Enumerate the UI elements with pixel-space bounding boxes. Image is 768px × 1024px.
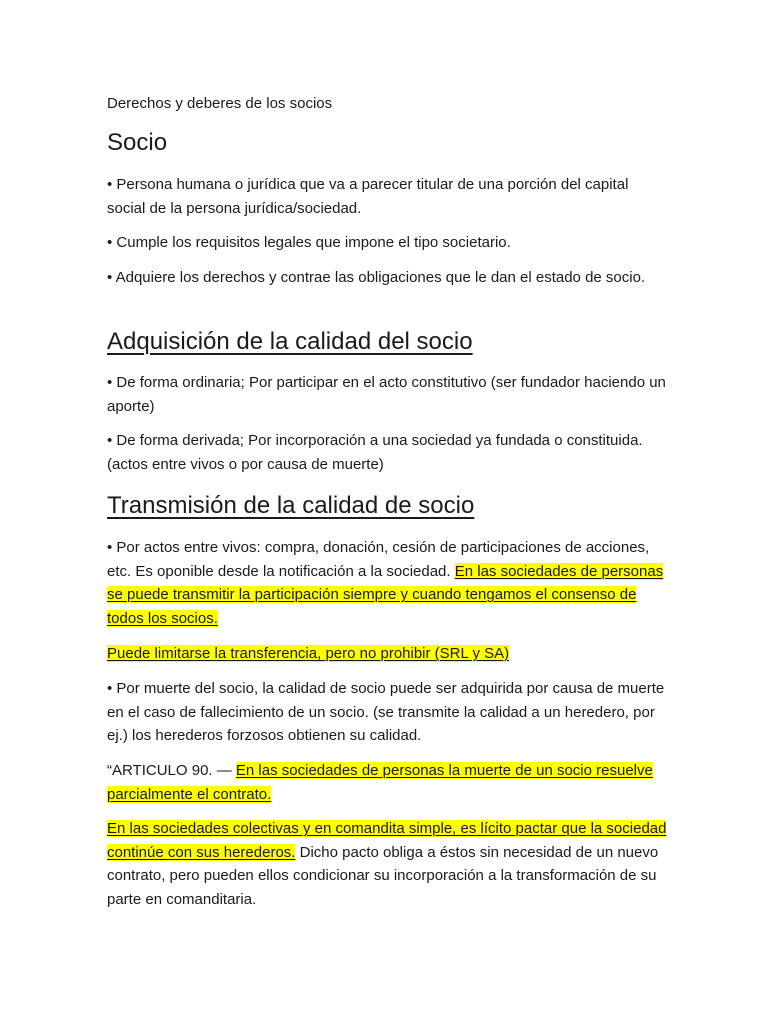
transferencia-limit [107, 642, 667, 666]
articulo-90-continuation-text: Dicho pacto obliga a éstos sin necesidad de un nuevo contrato, pero pueden ellos condicionar su incorporación a la transformación de su parte en comanditaria. [107, 843, 659, 908]
heading-socio: Socio [107, 129, 168, 156]
socio-bullet-1: • Persona humana o jurídica que va a parecer titular de una porción del capital social de la persona jurídica/sociedad. [107, 176, 629, 217]
articulo-90-highlight: En las sociedades de personas la muerte de un socio resuelve parcialmente el contrato. [107, 762, 653, 803]
heading-transmision: Transmisión de la calidad de socio [107, 492, 475, 519]
transmision-bullet-1-highlight: En las sociedades de personas se puede transmitir la participación siempre y cuando tengamos el consenso de todos los socios. [107, 562, 664, 627]
transmision-bullet-2: • Por muerte del socio, la calidad de socio puede ser adquirida por causa de muerte en el caso de fallecimiento de un socio. (se transmite la calidad a un heredero, por ej.) los herederos forzosos obtienen su calidad. [107, 680, 665, 744]
document-title: Derechos y deberes de los socios [107, 95, 333, 112]
socio-bullet-2: • Cumple los requisitos legales que impone el tipo societario. [107, 234, 511, 251]
transmision-bullet-1 [107, 536, 667, 630]
adquisicion-bullet-1: • De forma ordinaria; Por participar en el acto constitutivo (ser fundador haciendo un aporte) [107, 374, 666, 415]
adquisicion-bullet-2: • De forma derivada; Por incorporación a una sociedad ya fundada o constituida. (actos entre vivos o por causa de muerte) [107, 432, 643, 473]
heading-adquisicion: Adquisición de la calidad del socio [107, 328, 473, 355]
articulo-90-continuation [107, 817, 667, 911]
transferencia-limit-highlight: Puede limitarse la transferencia, pero no prohibir (SRL y SA) [107, 645, 510, 662]
articulo-90 [107, 759, 667, 806]
socio-bullet-3: • Adquiere los derechos y contrae las obligaciones que le dan el estado de socio. [107, 269, 646, 286]
articulo-90-continuation-highlight: En las sociedades colectivas y en comandita simple, es lícito pactar que la sociedad continúe con sus herederos. [107, 820, 667, 861]
transmision-bullet-1-text: • Por actos entre vivos: compra, donación, cesión de participaciones de acciones, etc. Es oponible desde la notificación a la sociedad. [107, 539, 650, 580]
articulo-90-prefix: “ARTICULO 90. — [107, 762, 236, 779]
